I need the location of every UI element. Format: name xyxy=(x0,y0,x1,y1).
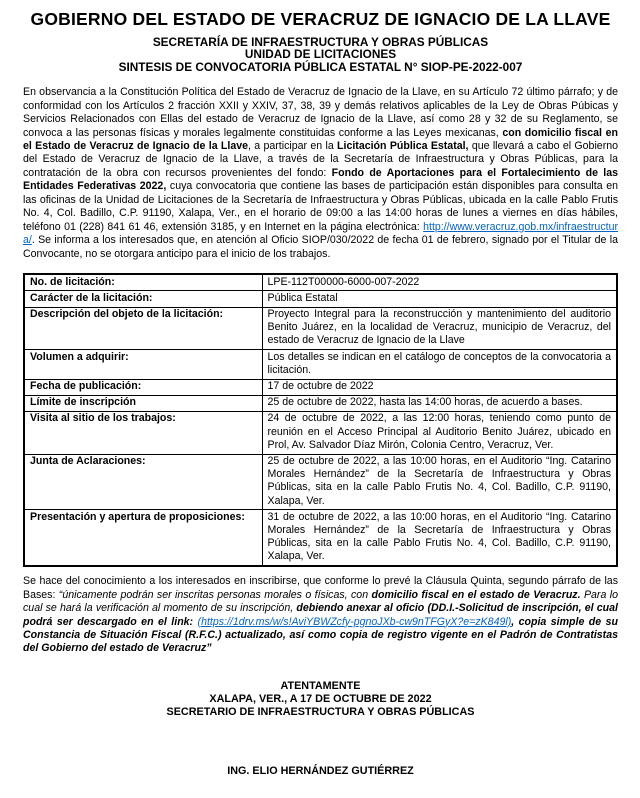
row-label: Descripción del objeto de la licitación: xyxy=(24,307,262,350)
signature-block xyxy=(23,680,618,720)
text-segment: Para lo cual se hará la verificación al momento de su inscripción, xyxy=(23,588,618,615)
row-label: Junta de Aclaraciones: xyxy=(24,454,262,510)
licitacion-details-table xyxy=(23,273,618,567)
row-label: Fecha de publicación: xyxy=(24,379,262,395)
row-label: Presentación y apertura de proposiciones: xyxy=(24,510,262,566)
row-label: Límite de inscripción xyxy=(24,395,262,411)
text-segment: Fondo de Aportaciones para el Fortalecimiento de las Entidades Federativas 2022, xyxy=(23,166,618,193)
table-row xyxy=(24,454,617,510)
document-header xyxy=(23,10,618,73)
signature-atentamente: ATENTAMENTE xyxy=(280,679,361,692)
table-row xyxy=(24,291,617,307)
row-value: 31 de octubre de 2022, a las 10:00 horas, en el Auditorio “Ing. Catarino Morales Hernández” de la Secretaría de Infraestructura y Obras Públicas, sita en la calle Pablo Frutis No. 4, Col. Badillo, C.P. 91190, Xalapa, Ver. xyxy=(262,510,617,566)
hyperlink[interactable]: http://www.veracruz.gob.mx/infraestructura/ xyxy=(23,220,618,247)
table-row xyxy=(24,350,617,379)
text-segment: , copia simple de su Constancia de Situación Fiscal (R.F.C.) actualizado, así como copia de registro vigente en el Padrón de Contratistas del Gobierno del estado de Veracruz” xyxy=(23,615,618,655)
text-segment: debiendo anexar al oficio (DD.I.-Solicitud de inscripción, el cual podrá ser descargado en el link: xyxy=(23,602,618,628)
table-row xyxy=(24,411,617,454)
text-segment: En observancia a la Constitución Política del Estado de Veracruz de Ignacio de la Llave, en su Artículo 72 último párrafo; y de conformidad con los Artículos 2 fracción XXII y XXIV, 37, 38, 39 y demás relativos aplicables de la Ley de Obras Púbicas y Servicios Relacionados con Ellas del estado de Veracruz de Ignacio de la Llave, así como 28 y 32 de su Reglamento, se convoca a las personas físicas y morales legalmente constituidas conforme a las Leyes mexicanas, xyxy=(23,86,618,139)
signatory-name: ING. ELIO HERNÁNDEZ GUTIÉRREZ xyxy=(227,764,414,777)
hyperlink[interactable]: (https://1drv.ms/w/s!AviYBWZcfy-pgnoJXb-cw9nTFGyX?e=zK849l) xyxy=(197,615,512,628)
text-segment: con domicilio fiscal en el Estado de Veracruz de Ignacio de la Llave xyxy=(23,126,618,153)
row-value: Los detalles se indican en el catálogo de conceptos de la convocatoria a licitación. xyxy=(262,350,617,379)
text-segment: Licitación Pública Estatal, xyxy=(337,140,469,153)
row-value: Proyecto Integral para la reconstrucción y mantenimiento del auditorio Benito Juárez, en la localidad de Veracruz, municipio de Veracruz, del estado de Veracruz de Ignacio de la Llave xyxy=(262,307,617,350)
text-segment: . Se informa a los interesados que, en atención al Oficio SIOP/030/2022 de fecha 01 de febrero, signado por el Titular de la Convocante, no se otorgara anticipo para el inicio de los trabajos. xyxy=(23,234,618,260)
row-label: Volumen a adquirir: xyxy=(24,350,262,379)
row-value: 25 de octubre de 2022, a las 10:00 horas, en el Auditorio “Ing. Catarino Morales Hernández” de la Secretaría de Infraestructura y Obras Públicas, sita en la calle Pablo Frutis No. 4, Col. Badillo, C.P. 91190, Xalapa, Ver. xyxy=(262,454,617,510)
signature-office: SECRETARIO DE INFRAESTRUCTURA Y OBRAS PÚBLICAS xyxy=(166,706,475,719)
row-value: 25 de octubre de 2022, hasta las 14:00 horas, de acuerdo a bases. xyxy=(262,395,617,411)
table-row xyxy=(24,379,617,395)
unit-subtitle: UNIDAD DE LICITACIONES xyxy=(244,47,397,62)
table-row xyxy=(24,510,617,566)
table-row xyxy=(24,395,617,411)
text-segment: cuya convocatoria que contiene las bases de participación están disponibles para consulta en las oficinas de la Unidad de Licitaciones de la Secretaría de Infraestructura y Obras Públicas, ubicada en la calle Pablo Frutis No. 4, Col. Badillo, C.P. 91190, Xalapa, Ver., en el horario de 09:00 a las 14:00 horas de lunes a viernes en días hábiles, teléfono 01 (228) 841 61 46, extensión 3185, y en Internet en la página electrónica: xyxy=(23,180,618,233)
row-label: No. de licitación: xyxy=(24,274,262,291)
row-label: Carácter de la licitación: xyxy=(24,291,262,307)
government-title: GOBIERNO DEL ESTADO DE VERACRUZ DE IGNACIO DE LA LLAVE xyxy=(30,9,611,29)
licitacion-table-body xyxy=(24,274,617,566)
text-segment: que llevará a cabo el Gobierno del Estado de Veracruz de Ignacio de la Llave, a través de la Secretaría de Infraestructura y Obras Públicas, para la contratación de la obra con recursos provenientes del fondo: xyxy=(23,140,618,179)
table-row xyxy=(24,274,617,291)
signature-place-date: XALAPA, VER., A 17 DE OCTUBRE DE 2022 xyxy=(209,693,432,706)
row-value: 24 de octubre de 2022, a las 12:00 horas, teniendo como punto de reunión en el Acceso Principal al Auditorio Benito Juárez, ubicado en Prol, Av. Salvador Díaz Mirón, Colonia Centro, Veracruz, Ver. xyxy=(262,411,617,454)
row-label: Visita al sitio de los trabajos: xyxy=(24,411,262,454)
text-segment: domicilio fiscal en el estado de Veracruz. xyxy=(371,588,581,601)
text-segment: “únicamente podrán ser inscritas personas morales o físicas, con xyxy=(58,588,372,601)
row-value: LPE-112T00000-6000-007-2022 xyxy=(262,274,617,291)
row-value: Pública Estatal xyxy=(262,291,617,307)
table-row xyxy=(24,307,617,350)
intro-paragraph xyxy=(23,86,618,261)
secretariat-subtitle: SECRETARÍA DE INFRAESTRUCTURA Y OBRAS PÚBLICAS xyxy=(152,35,489,49)
closing-paragraph xyxy=(23,575,618,656)
row-value: 17 de octubre de 2022 xyxy=(262,379,617,395)
text-segment: Se hace del conocimiento a los interesados en inscribirse, que conforme lo prevé la Cláusula Quinta, segundo párrafo de las Bases: xyxy=(23,575,618,601)
text-segment: , a participar en la xyxy=(248,140,338,153)
synthesis-number-subtitle: SINTESIS DE CONVOCATORIA PÚBLICA ESTATAL N° SIOP-PE-2022-007 xyxy=(118,59,523,74)
